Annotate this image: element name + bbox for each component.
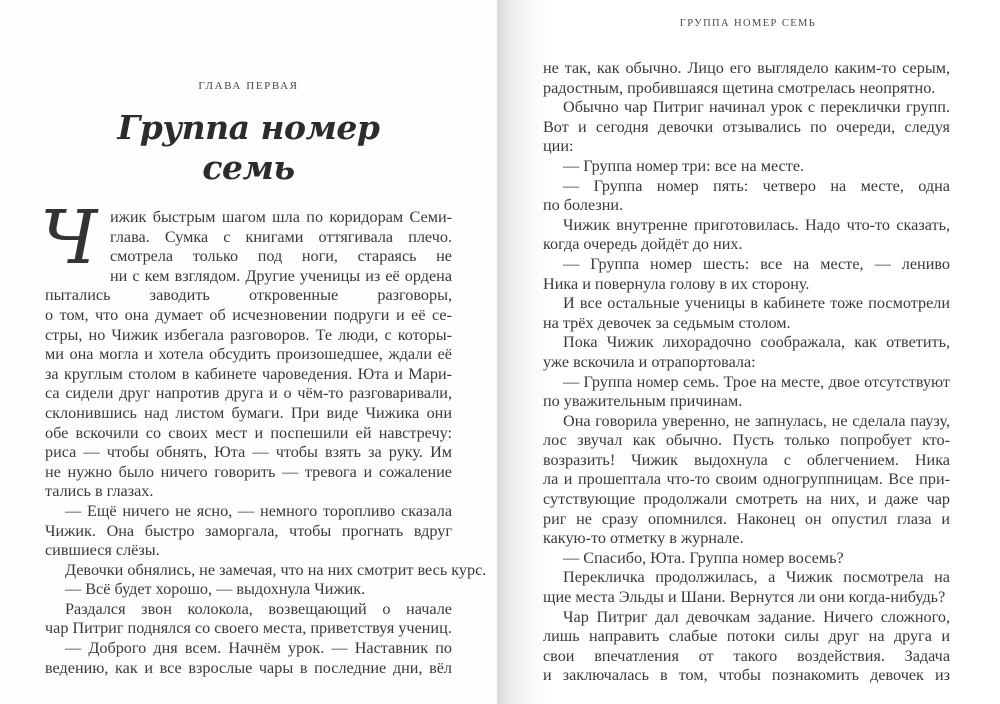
text-line: са сидели друг напротив друга и о чём-то разговаривали,	[45, 384, 452, 403]
text-line: сившиеся слёзы.	[45, 541, 160, 560]
text-line: уже вскочила и отрапортовала:	[543, 352, 756, 371]
text-line: Чар Питриг дал девочкам задание. Ничего сложного,	[563, 607, 950, 626]
paragraph	[543, 568, 950, 607]
paragraph	[45, 639, 452, 678]
text-line: Девочки обнялись, не замечая, что на них смотрит весь курс.	[65, 560, 487, 579]
text-line: стры, но Чижик избегала разговоров. Те люди, с которы-	[45, 325, 452, 344]
text-line: пытались заводить откровенные разговоры,	[45, 286, 452, 305]
text-line: Раздался звон колокола, возвещающий о начале	[65, 599, 452, 618]
text-line: Ника и повернула голову в их сторону.	[543, 274, 810, 293]
text-line: — Группа номер три: все на месте.	[563, 156, 805, 175]
text-line: не так, как обычно. Лицо его выглядело каким-то серым,	[543, 59, 950, 77]
text-line: возразить! Чижик выдохнула с облегчением. Ника	[543, 450, 950, 469]
paragraph	[543, 59, 950, 98]
paragraph	[543, 294, 950, 333]
text-line: Пока Чижик лихорадочно соображала, как ответить,	[563, 333, 950, 352]
text-line: ла и прошептала что-то своим одногруппницам. Все при-	[543, 470, 950, 489]
text-line: — Группа номер шесть: все на месте, — лениво	[563, 254, 950, 273]
text-line: смотрела только под ноги, стараясь не	[110, 247, 452, 266]
left-page-body-text	[45, 208, 487, 678]
text-line: по уважительным причинам.	[543, 392, 743, 411]
right-page	[497, 0, 1000, 704]
text-line: чар Питриг поднялся со своего места, приветствуя учениц.	[45, 619, 452, 638]
text-line: за круглым столом в кабинете чароведения. Юта и Мари-	[45, 364, 452, 383]
text-line: радостным, пробившаяся щетина смотрелась неопрятно.	[543, 78, 936, 97]
paragraph	[543, 333, 950, 372]
text-line: и заключалась в том, чтобы познакомить девочек из	[543, 666, 950, 685]
text-line: по болезни.	[543, 196, 624, 215]
text-line: Чижик внутренне приготовилась. Надо что-то сказать,	[563, 215, 950, 234]
chapter-title-line: семь	[202, 148, 295, 187]
paragraph	[543, 608, 950, 686]
text-line: И все остальные ученицы в кабинете тоже посмотрели	[563, 294, 950, 313]
text-line: — Спасибо, Юта. Группа номер восемь?	[563, 548, 844, 567]
paragraph	[543, 216, 950, 255]
text-line: Перекличка продолжилась, а Чижик посмотрела на	[563, 568, 950, 587]
paragraph	[45, 560, 487, 581]
paragraph	[543, 177, 950, 216]
text-line: не нужно было ничего говорить — тревога и сожаление	[45, 462, 452, 481]
text-line: глава. Сумка с книгами оттягивала плечо.	[110, 227, 452, 246]
paragraph	[45, 580, 452, 600]
text-line: риг не сразу опомнился. Наконец он опустил глаза и	[543, 509, 950, 528]
text-line: ции:	[543, 137, 574, 156]
paragraph	[543, 412, 950, 549]
text-line: ведению, как и все взрослые чары в последние дни, вёл	[45, 658, 452, 677]
right-page-body-text	[543, 59, 950, 686]
left-page	[0, 0, 497, 704]
chapter-label: ГЛАВА ПЕРВАЯ	[198, 80, 299, 92]
chapter-title	[45, 108, 452, 188]
text-line: Чижик. Она быстро заморгала, чтобы прогнать вдруг	[45, 521, 452, 540]
text-line: свои впечатления от такого воздействия. Задача	[543, 646, 950, 665]
text-line: ижик быстрым шагом шла по коридорам Семи-	[110, 208, 452, 226]
text-line: о том, что она думает об исчезновении подруги и её се-	[45, 305, 452, 324]
text-line: лос звучал как обычно. Пусть только попробует кто-	[543, 431, 950, 450]
text-line: какую-то отметку в журнале.	[543, 529, 744, 548]
text-line: склонившись над листом бумаги. При виде Чижика они	[45, 403, 452, 422]
text-line: — Группа номер семь. Трое на месте, двое отсутствуют	[563, 372, 950, 391]
paragraph	[543, 98, 950, 157]
text-line: — Всё будет хорошо, — выдохнула Чижик.	[65, 580, 366, 599]
text-line: лишь направить слабые потоки силы друг на друга и	[543, 627, 950, 646]
text-line: щие места Эльды и Шани. Вернутся ли они когда-нибудь?	[543, 588, 946, 607]
text-line: риса — чтобы обнять, Юта — чтобы взять за руку. Им	[45, 443, 452, 462]
text-line: сутствующие продолжали смотреть на них, и даже чар	[543, 490, 950, 509]
running-header: ГРУППА НОМЕР СЕМЬ	[679, 18, 817, 29]
text-line: Обычно чар Питриг начинал урок с переклички групп.	[563, 98, 950, 117]
paragraph	[45, 502, 452, 561]
paragraph	[45, 208, 452, 502]
drop-cap: Ч	[40, 195, 98, 281]
text-line: ни с кем взглядом. Другие ученицы из её ордена	[110, 266, 452, 285]
text-line: — Доброго дня всем. Начнём урок. — Наставник по	[65, 639, 452, 658]
text-line: обе вскочили со своих мест и поспешили ей навстречу:	[45, 423, 452, 442]
text-line: ми она могла и хотела обсудить произошедшее, ждали её	[45, 345, 452, 364]
paragraph	[543, 549, 950, 569]
paragraph	[543, 373, 950, 412]
text-line: когда очередь дойдёт до них.	[543, 235, 743, 254]
text-line: Вот и сегодня девочки отзывались по очереди, следуя	[543, 117, 950, 136]
text-line: на трёх девочек за седьмым столом.	[543, 313, 791, 332]
paragraph	[543, 255, 950, 294]
text-line: — Ещё ничего не ясно, — немного торопливо сказала	[65, 501, 452, 520]
text-line: — Группа номер пять: четверо на месте, одна	[563, 176, 950, 195]
text-line: тались в глазах.	[45, 482, 154, 501]
chapter-title-line: Группа номер	[117, 108, 380, 147]
text-line: Она говорила уверенно, не запнулась, не сделала паузу,	[563, 411, 950, 430]
paragraph	[45, 600, 452, 639]
paragraph	[543, 157, 950, 177]
